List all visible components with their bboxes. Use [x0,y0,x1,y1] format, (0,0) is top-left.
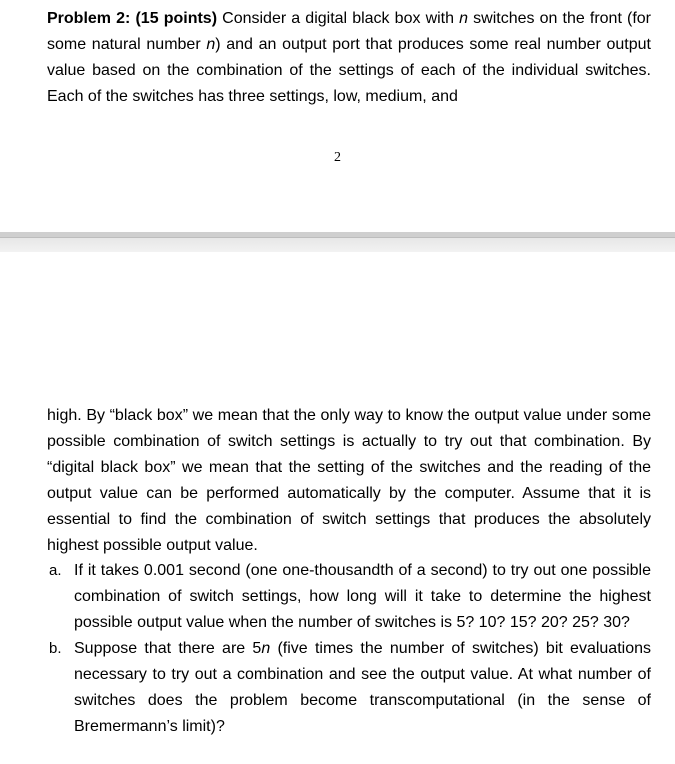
intro-text-2: switches on the front (for some natural number [47,10,652,53]
question-list [47,558,651,740]
question-a-text: If it takes 0.001 second (one one-thousandth of a second) to try out one possible combination of switch settings, how long will it take to determine the highest possible output value when the number of switches is 5? 10? 15? 20? 25? 30? [74,562,651,631]
list-item-b [47,636,651,740]
list-marker-a: a. [49,562,62,579]
continuation-paragraph: high. By “black box” we mean that the only way to know the output value under some possible combination of switch settings is actually to try out that combination. By “digital black box” we mean that the setting of the switches and the reading of the output value can be performed automatically by the computer. Assume that it is essential to find the combination of switch settings that produces the absolutely highest possible output value. [47,407,651,554]
intro-text-1: Consider a digital black box with [217,10,460,27]
list-item-a [47,558,651,636]
question-b-text-1: Suppose that there are 5 [74,640,262,657]
intro-text-3: ) and an output port that produces some real number output value based on the combination of the settings of each of the individual switches. Each of the switches has three settings, low, medium, and [47,36,651,105]
page-edge [0,237,675,238]
variable-n-3: n [261,640,271,657]
variable-n: n [459,10,469,27]
page-number: 2 [334,150,341,165]
question-b-text-2: (five times the number of switches) bit evaluations necessary to try out a combination and see the output value. At what number of switches does the problem become transcomputational (in the sense of Bremermann’s limit)? [74,640,652,735]
problem-title: Problem 2: (15 points) [47,10,218,27]
list-marker-b: b. [49,640,62,657]
variable-n-2: n [206,36,216,53]
problem-intro [47,6,651,110]
page-separator [0,232,675,252]
